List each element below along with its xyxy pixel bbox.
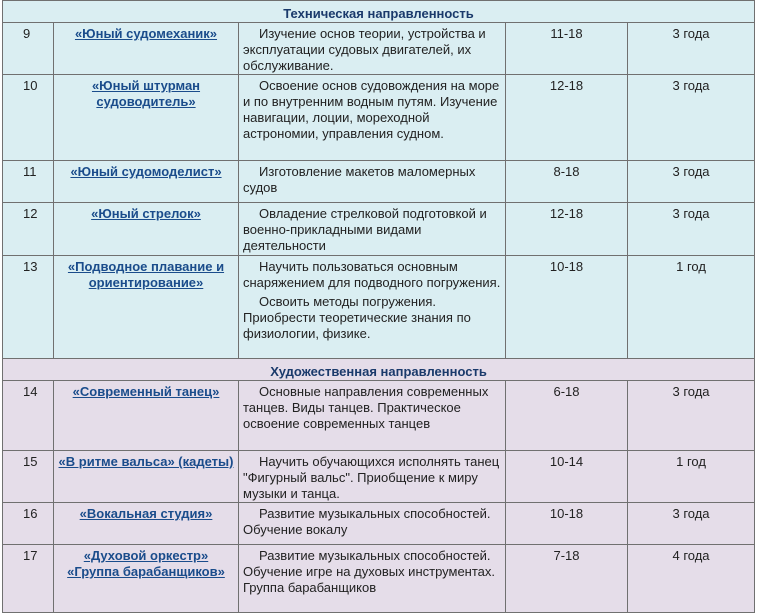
row-number: 14 — [3, 381, 54, 451]
age-range: 11-18 — [506, 23, 628, 75]
program-description: Изучение основ теории, устройства и эксплуатации судовых двигателей, их обслуживание. — [239, 23, 506, 75]
age-range: 6-18 — [506, 381, 628, 451]
duration: 4 года — [628, 545, 755, 613]
row-number: 10 — [3, 75, 54, 161]
table-row — [3, 23, 755, 75]
program-description: Изготовление макетов маломерных судов — [239, 161, 506, 203]
row-number: 13 — [3, 256, 54, 359]
programs-table — [2, 0, 755, 613]
table-row — [3, 75, 755, 161]
table-row — [3, 161, 755, 203]
section-title: Художественная направленность — [3, 359, 755, 381]
row-number: 9 — [3, 23, 54, 75]
age-range: 10-18 — [506, 256, 628, 359]
program-description: Развитие музыкальных способностей. Обучение вокалу — [239, 503, 506, 545]
table-row — [3, 503, 755, 545]
table-row — [3, 203, 755, 256]
row-number: 12 — [3, 203, 54, 256]
table-row — [3, 256, 755, 359]
duration: 3 года — [628, 503, 755, 545]
program-description: Научить обучающихся исполнять танец "Фигурный вальс". Приобщение к миру музыки и танца. — [239, 451, 506, 503]
duration: 1 год — [628, 256, 755, 359]
row-number: 16 — [3, 503, 54, 545]
table-row — [3, 381, 755, 451]
program-link[interactable]: «Современный танец» — [72, 384, 220, 399]
duration: 3 года — [628, 23, 755, 75]
program-description: Освоение основ судовождения на море и по внутренним водным путям. Изучение навигации, лоции, мореходной астрономии, управления судном. — [239, 75, 506, 161]
duration: 3 года — [628, 161, 755, 203]
program-link[interactable]: «Вокальная студия» — [79, 506, 213, 521]
section-title: Техническая направленность — [3, 1, 755, 23]
program-link[interactable]: «Подводное плавание и ориентирование» — [67, 259, 225, 290]
program-link[interactable]: «Духовой оркестр» «Группа барабанщиков» — [67, 548, 225, 579]
program-description: Развитие музыкальных способностей. Обучение игре на духовых инструментах. Группа барабанщиков — [239, 545, 506, 613]
program-link[interactable]: «Юный судомеханик» — [74, 26, 218, 41]
section-header-art — [3, 359, 755, 381]
age-range: 7-18 — [506, 545, 628, 613]
duration: 3 года — [628, 381, 755, 451]
age-range: 8-18 — [506, 161, 628, 203]
row-number: 11 — [3, 161, 54, 203]
age-range: 12-18 — [506, 75, 628, 161]
row-number: 15 — [3, 451, 54, 503]
row-number: 17 — [3, 545, 54, 613]
age-range: 10-18 — [506, 503, 628, 545]
program-link[interactable]: «Юный судомоделист» — [70, 164, 222, 179]
age-range: 12-18 — [506, 203, 628, 256]
duration: 3 года — [628, 203, 755, 256]
duration: 3 года — [628, 75, 755, 161]
section-header-technical — [3, 1, 755, 23]
duration: 1 год — [628, 451, 755, 503]
program-description: Научить пользоваться основным снаряжением для подводного погружения. Освоить методы погружения. Приобрести теоретические знания по физиологии, физике. — [239, 256, 506, 359]
program-link[interactable]: «Юный штурман судоводитель» — [91, 78, 201, 109]
program-description: Овладение стрелковой подготовкой и военно-прикладными видами деятельности — [239, 203, 506, 256]
program-link[interactable]: «В ритме вальса» (кадеты) — [58, 454, 234, 469]
program-link[interactable]: «Юный стрелок» — [91, 206, 201, 221]
table-row — [3, 545, 755, 613]
table-row — [3, 451, 755, 503]
age-range: 10-14 — [506, 451, 628, 503]
program-description: Основные направления современных танцев. Виды танцев. Практическое освоение современных танцев — [239, 381, 506, 451]
